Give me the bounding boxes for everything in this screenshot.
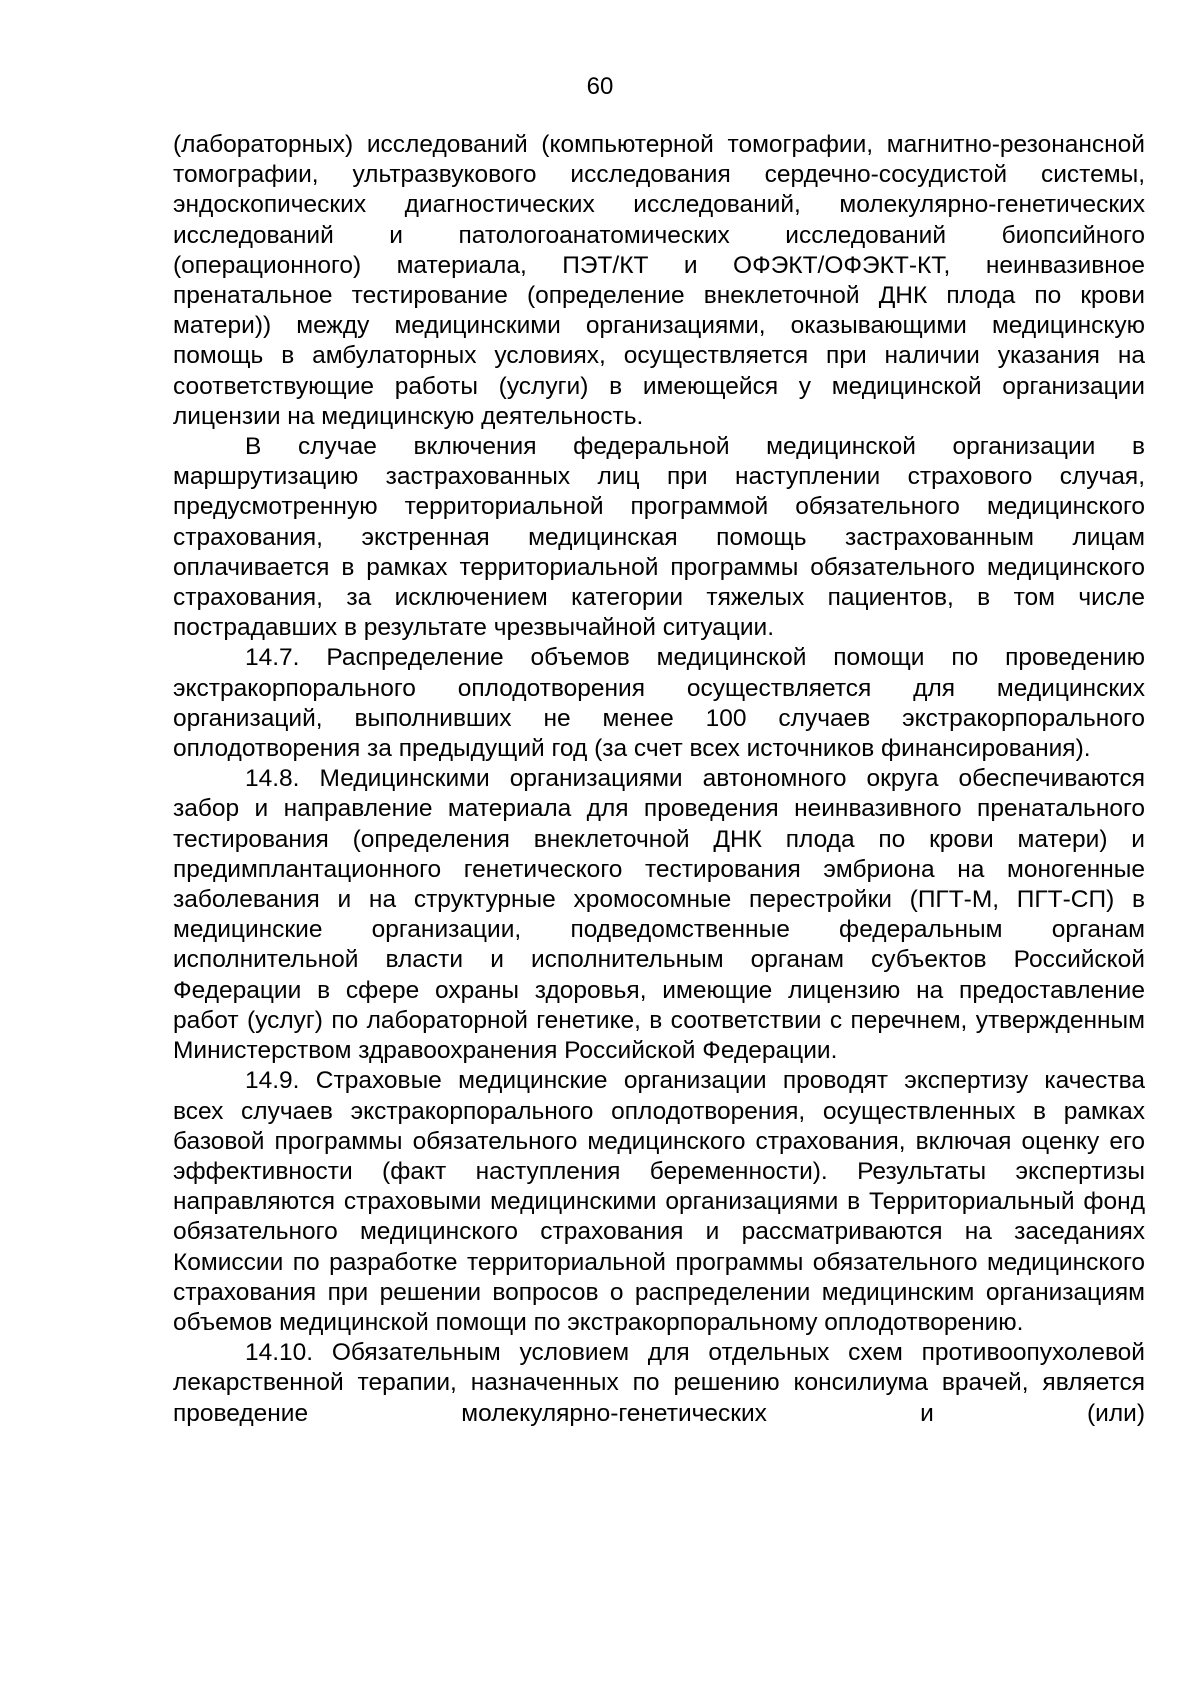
- paragraph-14-9: 14.9. Страховые медицинские организации проводят экспертизу качества всех случаев экстракорпорального оплодотворения, осуществленных в рамках базовой программы обязательного медицинского страхования, включая оценку его эффективности (факт наступления беременности). Результаты экспертизы направляются страховыми медицинскими организациями в Территориальный фонд обязательного медицинского страхования и рассматриваются на заседаниях Комиссии по разработке территориальной программы обязательного медицинского страхования при решении вопросов о распределении медицинским организациям объемов медицинской помощи по экстракорпоральному оплодотворению.: [173, 1067, 1145, 1336]
- paragraph-14-10: 14.10. Обязательным условием для отдельных схем противоопухолевой лекарственной терапии, назначенных по решению консилиума врачей, является проведение молекулярно-генетических и (или): [173, 1339, 1145, 1427]
- document-body: [173, 130, 1145, 1429]
- page-number: 60: [586, 73, 614, 100]
- paragraph-14-8: 14.8. Медицинскими организациями автономного округа обеспечиваются забор и направление материала для проведения неинвазивного пренатального тестирования (определения внеклеточной ДНК плода по крови матери) и предимплантационного генетического тестирования эмбриона на моногенные заболевания и на структурные хромосомные перестройки (ПГТ-М, ПГТ-СП) в медицинские организации, подведомственные федеральным органам исполнительной власти и исполнительным органам субъектов Российской Федерации в сфере охраны здоровья, имеющие лицензию на предоставление работ (услуг) по лабораторной генетике, в соответствии с перечнем, утвержденным Министерством здравоохранения Российской Федерации.: [173, 765, 1145, 1065]
- paragraph-14-7: 14.7. Распределение объемов медицинской помощи по проведению экстракорпорального оплодотворения осуществляется для медицинских организаций, выполнивших не менее 100 случаев экстракорпорального оплодотворения за предыдущий год (за счет всех источников финансирования).: [173, 644, 1145, 763]
- paragraph-federal-routing: В случае включения федеральной медицинской организации в маршрутизацию застрахованных лиц при наступлении страхового случая, предусмотренную территориальной программой обязательного медицинского страхования, экстренная медицинская помощь застрахованным лицам оплачивается в рамках территориальной программы обязательного медицинского страхования, за исключением категории тяжелых пациентов, в том числе пострадавших в результате чрезвычайной ситуации.: [173, 433, 1145, 642]
- paragraph-continuation: (лабораторных) исследований (компьютерной томографии, магнитно-резонансной томографии, ультразвукового исследования сердечно-сосудистой системы, эндоскопических диагностических исследований, молекулярно-генетических исследований и патологоанатомических исследований биопсийного (операционного) материала, ПЭТ/КТ и ОФЭКТ/ОФЭКТ-КТ, неинвазивное пренатальное тестирование (определение внеклеточной ДНК плода по крови матери)) между медицинскими организациями, оказывающими медицинскую помощь в амбулаторных условиях, осуществляется при наличии указания на соответствующие работы (услуги) в имеющейся у медицинской организации лицензии на медицинскую деятельность.: [173, 131, 1145, 430]
